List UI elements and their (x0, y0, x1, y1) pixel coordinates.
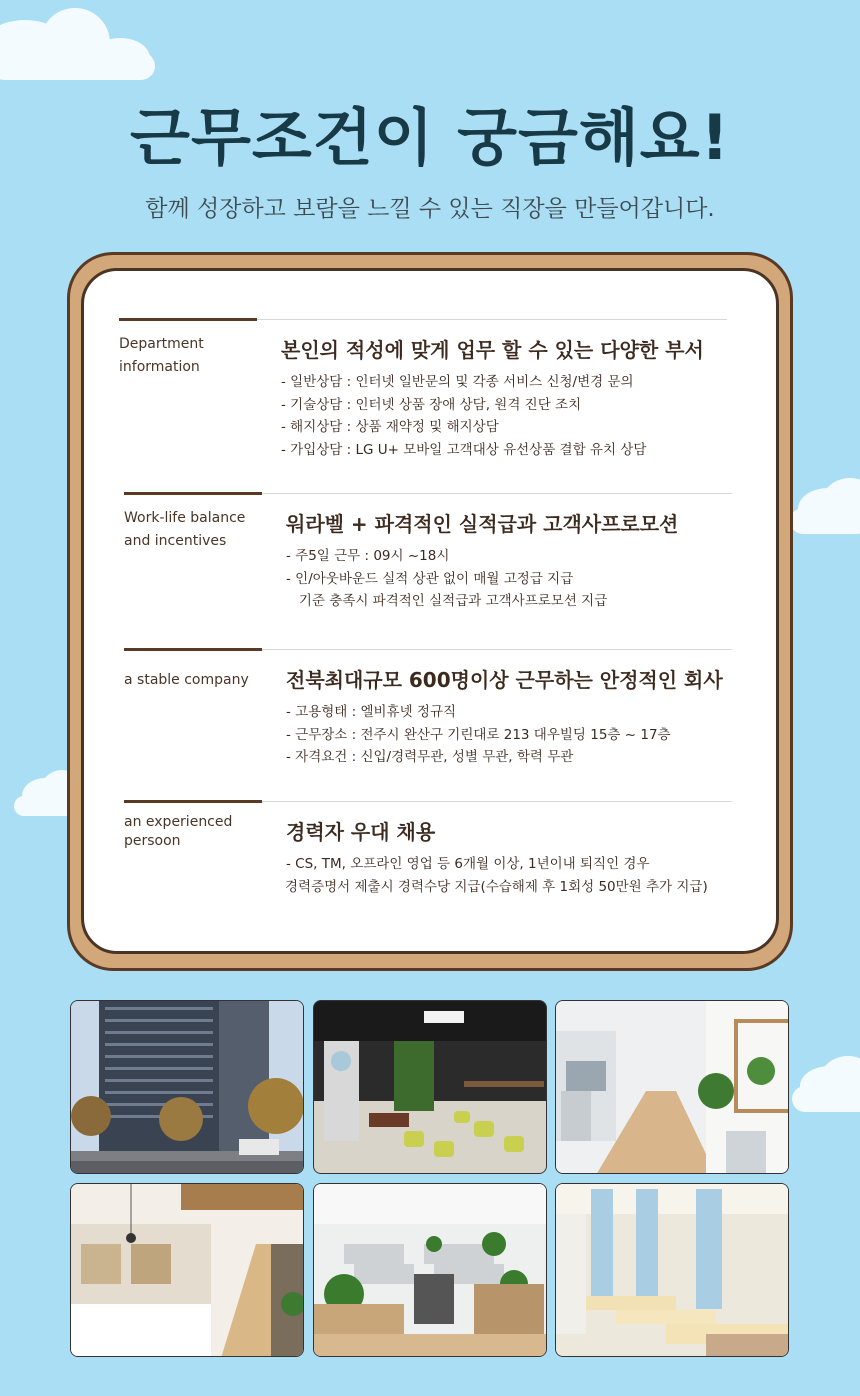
section-label: Work-life balance and incentives (124, 510, 246, 549)
section-detail: - 기술상담 : 인터넷 상품 장애 상담, 원격 진단 조치 (281, 396, 582, 413)
section-label: an experienced persoon (124, 814, 233, 849)
section-detail: - 고용형태 : 엘비휴넷 정규직 (286, 704, 457, 720)
section-detail: - 자격요건 : 신입/경력무관, 성별 무관, 학력 무관 (286, 749, 574, 765)
photo-call-center (313, 1183, 547, 1357)
section-marker (124, 648, 262, 651)
section-marker (124, 800, 262, 803)
section-detail: - 해지상담 : 상품 재약정 및 해지상담 (281, 419, 499, 435)
section-label: a stable company (124, 672, 249, 688)
section-heading: 본인의 적성에 맞게 업무 할 수 있는 다양한 부서 (281, 338, 704, 362)
page-subtitle: 함께 성장하고 보람을 느낄 수 있는 직장을 만들어갑니다. (145, 196, 715, 222)
call-center-image (314, 1184, 547, 1357)
section-heading: 경력자 우대 채용 (286, 820, 436, 844)
section-heading: 전북최대규모 600명이상 근무하는 안정적인 회사 (286, 668, 723, 692)
photo-meeting-rooms (70, 1183, 304, 1357)
photo-corridor (555, 1000, 789, 1174)
section-detail: - 가입상담 : LG U+ 모바일 고객대상 유선상품 결합 유치 상담 (281, 441, 647, 458)
section-detail: - CS, TM, 오프라인 영업 등 6개월 이상, 1년이내 퇴직인 경우 (286, 856, 650, 872)
rest-room-image (556, 1184, 789, 1357)
photo-building-exterior (70, 1000, 304, 1174)
lounge-image (314, 1001, 547, 1174)
section-marker (124, 492, 262, 495)
section-detail: - 근무장소 : 전주시 완산구 기린대로 213 대우빌딩 15층 ~ 17층 (286, 726, 671, 743)
section-detail: 경력증명서 제출시 경력수당 지급(수습해제 후 1회성 50만원 추가 지급) (285, 878, 708, 895)
section-detail: - 일반상담 : 인터넷 일반문의 및 각종 서비스 신청/변경 문의 (281, 374, 634, 390)
photo-lounge (313, 1000, 547, 1174)
corridor-image (556, 1001, 789, 1174)
section-detail: - 주5일 근무 : 09시 ~18시 (286, 548, 450, 564)
section-detail: - 인/아웃바운드 실적 상관 없이 매월 고정급 지급 (286, 570, 574, 587)
section-marker (119, 318, 257, 321)
page-title: 근무조건이 궁금해요! (130, 101, 730, 174)
section-label: Department information (119, 336, 204, 375)
section-detail: 기준 충족시 파격적인 실적급과 고객사프로모션 지급 (286, 593, 608, 609)
meeting-room-image (71, 1184, 304, 1357)
photo-rest-room (555, 1183, 789, 1357)
building-image (71, 1001, 304, 1174)
section-heading: 워라벨 + 파격적인 실적급과 고객사프로모션 (286, 512, 679, 536)
